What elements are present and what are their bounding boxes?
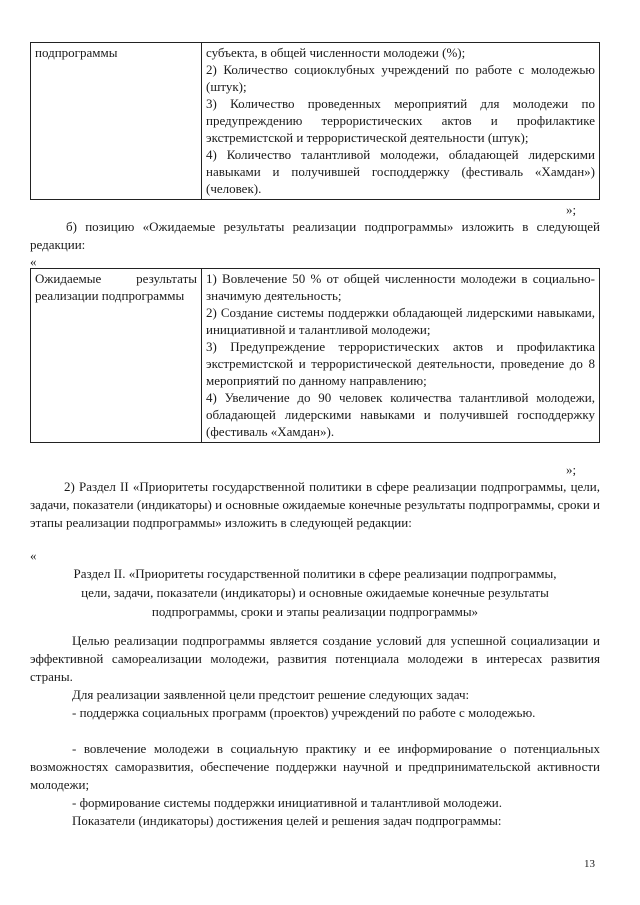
section-title-line: подпрограммы, сроки и этапы реализации подпрограммы» <box>151 604 479 619</box>
indicator-line: 2) Количество социоклубных учреждений по работе с молодежью (штук); <box>206 62 595 94</box>
indicator-line: субъекта, в общей численности молодежи (%); <box>206 45 466 60</box>
closing-quote: »; <box>566 202 577 217</box>
result-line: 2) Создание системы поддержки обладающей лидерскими навыками, инициативной и талантливой молодежи; <box>206 305 595 337</box>
paragraph-b: б) позицию «Ожидаемые результаты реализации подпрограммы» изложить в следующей редакции: <box>30 219 600 252</box>
result-line: 3) Предупреждение террористических актов и профилактика экстремистской и террористической деятельности, проведение до 8 мероприятий по данному направлению; <box>206 339 595 388</box>
paragraph-section-2: 2) Раздел II «Приоритеты государственной политики в сфере реализации подпрограммы, цели, задачи, показатели (индикаторы) и основные ожидаемые конечные результаты подпрограммы, сроки и этапы реализации подпрограммы» изложить в следующей редакции: <box>30 479 600 530</box>
table-indicators-continued <box>30 42 600 200</box>
table-cell-label: Ожидаемые результаты реализации подпрограммы <box>31 269 202 443</box>
body-paragraph: - поддержка социальных программ (проектов) учреждений по работе с молодежью. <box>72 705 536 720</box>
body-paragraph: - вовлечение молодежи в социальную практику и ее информирование о потенциальных возможностях саморазвития, обеспечение поддержки научной и предпринимательской активности молодежи; <box>30 741 600 792</box>
section-title-line: цели, задачи, показатели (индикаторы) и основные ожидаемые конечные результаты <box>81 585 549 600</box>
opening-quote: « <box>30 254 37 269</box>
body-paragraph: Для реализации заявленной цели предстоит решение следующих задач: <box>72 687 470 702</box>
section-title <box>20 564 610 621</box>
section-title-line: Раздел II. «Приоритеты государственной политики в сфере реализации подпрограммы, <box>73 566 557 581</box>
result-line: 4) Увеличение до 90 человек количества талантливой молодежи, обладающей лидерскими навыками и получившей господдержку (фестиваль «Хамдан»). <box>206 390 595 439</box>
table-cell-values <box>202 269 600 443</box>
table-cell-values <box>202 43 600 200</box>
body-paragraph: Целью реализации подпрограммы является создание условий для успешной социализации и эффективной самореализации молодежи, развития потенциала молодежи в интересах развития страны. <box>30 633 600 684</box>
opening-quote: « <box>30 548 37 563</box>
indicator-line: 3) Количество проведенных мероприятий для молодежи по предупреждению террористических актов и профилактике экстремистской и террористической деятельности (штук); <box>206 96 595 145</box>
table-cell-label: подпрограммы <box>31 43 202 200</box>
body-paragraph: - формирование системы поддержки инициативной и талантливой молодежи. <box>72 795 503 810</box>
table-expected-results <box>30 268 600 443</box>
closing-quote: »; <box>566 462 577 477</box>
page-number: 13 <box>584 858 595 870</box>
body-paragraph: Показатели (индикаторы) достижения целей и решения задач подпрограммы: <box>72 813 502 828</box>
indicator-line: 4) Количество талантливой молодежи, обладающей лидерскими навыками и получившей господдержку (фестиваль «Хамдан») (человек). <box>206 147 595 196</box>
result-line: 1) Вовлечение 50 % от общей численности молодежи в социально-значимую деятельность; <box>206 271 595 303</box>
